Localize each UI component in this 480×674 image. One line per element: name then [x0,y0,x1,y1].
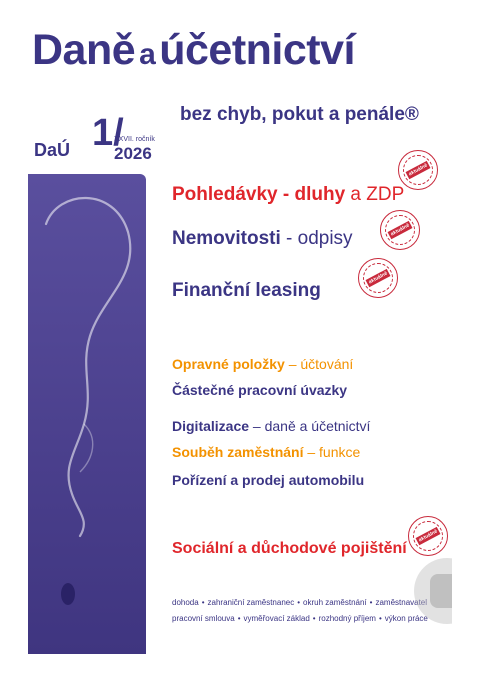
topic-item-strong: Částečné pracovní úvazky [172,382,348,398]
headline-2 [172,228,353,250]
keyword: zaměstnavatel [375,598,428,607]
title-part2: účetnictví [159,26,355,74]
stamp-label: aktuálně [415,527,440,545]
keyword: zahraniční zaměstnanec [207,598,295,607]
stamp-icon [408,516,448,556]
topic-item-strong: Pořízení a prodej automobilu [172,472,365,488]
title-connector: a [139,38,156,71]
topic-item [172,356,353,372]
headline-3-strong: Finanční leasing [172,280,321,301]
stamp-label: aktuálně [365,269,390,287]
magazine-title [32,26,355,75]
magazine-cover [28,26,452,654]
stamp-icon [380,210,420,250]
keywords-row-1: dohoda • zahraniční zaměstnanec • okruh zaměstnání • zaměstnavatel [172,598,428,607]
topic-item [172,472,364,488]
keyword: vyměřovací základ [243,614,310,623]
headline-2-strong: Nemovitosti [172,228,281,249]
magazine-subtitle: bez chyb, pokut a penále® [180,104,419,125]
question-mark-dot [61,583,75,605]
issue-number: 1/ [92,112,124,154]
headline-3 [172,280,321,302]
stamp-label: aktuálně [387,221,412,239]
issue-year: 2026 [114,144,152,163]
keyword: okruh zaměstnání [303,598,367,607]
topic-item [172,444,360,460]
volume-label: XXVII. ročník [114,136,155,143]
topic-item-strong: Digitalizace [172,418,250,434]
keyword: pracovní smlouva [172,614,235,623]
headline-1-rest: a ZDP [345,184,405,205]
topic-item-rest: – účtování [284,356,354,372]
topic-item [172,418,370,434]
stamp-label: aktuálně [405,161,430,179]
keyword: dohoda [172,598,199,607]
headline-2-rest: - odpisy [280,228,353,249]
title-part1: Daně [32,26,136,74]
topic-item-strong: Souběh zaměstnání [172,444,304,460]
keyword: rozhodný příjem [318,614,376,623]
headline-1-strong: Pohledávky - dluhy [172,184,346,205]
section-heading: Sociální a důchodové pojištění [172,540,407,557]
topic-item [172,382,347,398]
topic-item-rest: – funkce [303,444,361,460]
magazine-abbrev: DaÚ [34,140,71,160]
stamp-icon [398,150,438,190]
keywords-row-2: pracovní smlouva • vyměřovací základ • rozhodný příjem • výkon práce [172,614,428,623]
keyword: výkon práce [384,614,428,623]
topic-item-strong: Opravné položky [172,356,285,372]
topic-item-rest: – daně a účetnictví [249,418,371,434]
question-mark-illustration [28,176,146,626]
stamp-icon [358,258,398,298]
headline-1 [172,184,404,206]
